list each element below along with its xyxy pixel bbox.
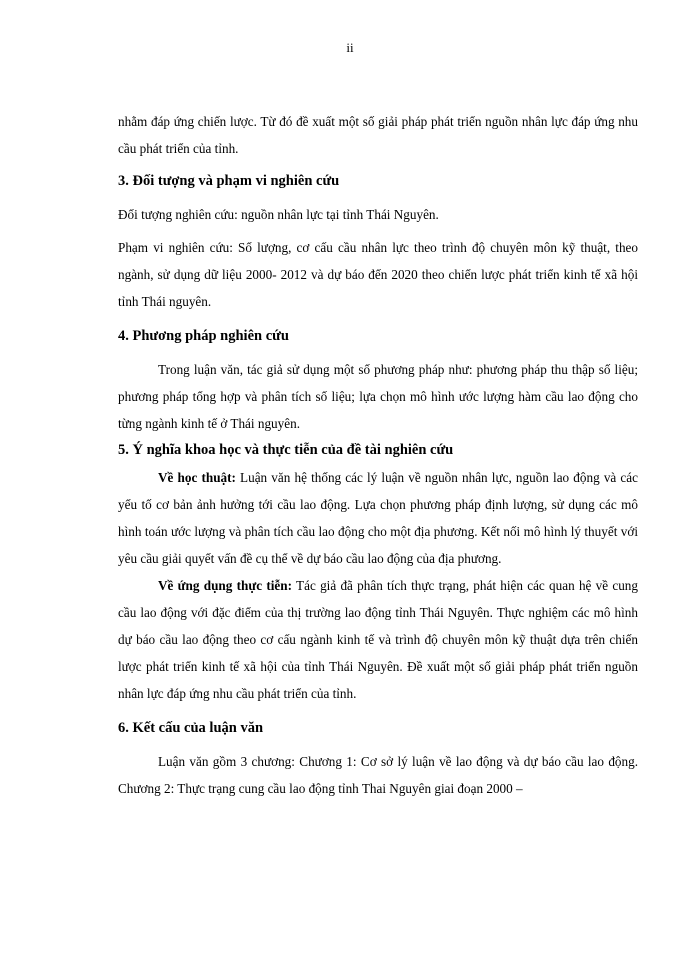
section-4-heading: 4. Phương pháp nghiên cứu xyxy=(118,328,289,344)
academic-paragraph xyxy=(118,464,638,572)
method-paragraph: Trong luận văn, tác giả sử dụng một số phương pháp như: phương pháp thu thập số liệu; phương pháp tổng hợp và phân tích số liệu; lựa chọn mô hình ước lượng hàm cầu lao động cho từng ngành kinh tế ở Thái nguyên. xyxy=(118,362,638,431)
section-5-heading: 5. Ý nghĩa khoa học và thực tiễn của đề tài nghiên cứu xyxy=(118,442,454,458)
document-body xyxy=(118,108,638,802)
intro-paragraph: nhằm đáp ứng chiến lược. Từ đó đề xuất một số giải pháp phát triển nguồn nhân lực đáp ứng nhu cầu phát triển của tỉnh. xyxy=(118,114,638,156)
academic-label: Về học thuật: xyxy=(158,470,236,485)
page-number: ii xyxy=(346,40,354,55)
section-3-heading: 3. Đối tượng và phạm vi nghiên cứu xyxy=(118,173,340,189)
section-6-heading: 6. Kết cấu của luận văn xyxy=(118,720,264,736)
practical-label: Về ứng dụng thực tiễn: xyxy=(158,578,293,593)
research-object-paragraph: Đối tượng nghiên cứu: nguồn nhân lực tại tỉnh Thái Nguyên. xyxy=(118,207,439,222)
practical-text: Tác giả đã phân tích thực trạng, phát hiện các quan hệ về cung cầu lao động với đặc điểm của thị trường lao động tỉnh Thái Nguyên. Thực nghiệm các mô hình dự báo cầu lao động theo cơ cấu ngành kinh tế và trình độ chuyên môn kỹ thuật dựa trên chiến lược phát triển kinh tế xã hội của tỉnh Thái Nguyên. Đề xuất một số giải pháp phát triển nguồn nhân lực đáp ứng nhu cầu phát triển của tỉnh. xyxy=(118,578,638,701)
practical-paragraph xyxy=(118,572,638,707)
research-scope-paragraph: Phạm vi nghiên cứu: Số lượng, cơ cấu cầu nhân lực theo trình độ chuyên môn kỹ thuật, theo ngành, sử dụng dữ liệu 2000- 2012 và dự báo đến 2020 theo chiến lược phát triển kinh tế xã hội tỉnh Thái nguyên. xyxy=(118,240,638,309)
structure-paragraph: Luận văn gồm 3 chương: Chương 1: Cơ sở lý luận về lao động và dự báo cầu lao động. Chương 2: Thực trạng cung cầu lao động tỉnh Thai Nguyên giai đoạn 2000 – xyxy=(118,754,638,796)
academic-text: Luận văn hệ thống các lý luận về nguồn nhân lực, nguồn lao động và các yếu tố cơ bản ảnh hưởng tới cầu lao động. Lựa chọn phương pháp định lượng, sử dụng các mô hình toán ước lượng và phân tích cầu lao động cho một địa phương. Kết nối mô hình lý thuyết với yêu cầu giải quyết vấn đề cụ thể về dự báo cầu lao động của địa phương. xyxy=(118,470,638,566)
